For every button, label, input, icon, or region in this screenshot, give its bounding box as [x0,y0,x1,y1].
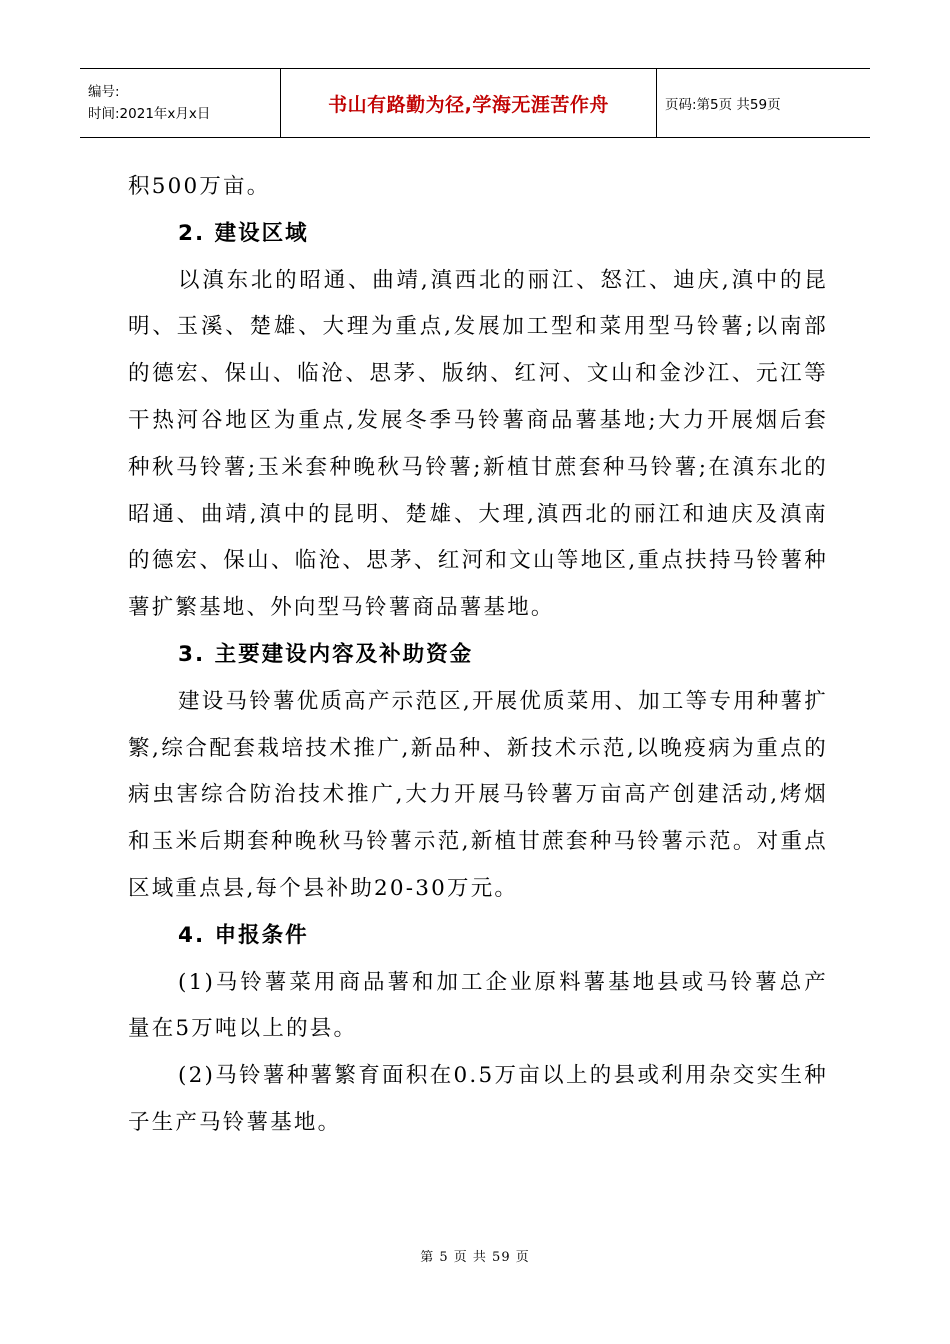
header-motto: 书山有路勤为径,学海无涯苦作舟 [280,69,657,137]
paragraph: 以滇东北的昭通、曲靖,滇西北的丽江、怒江、迪庆,滇中的昆明、玉溪、楚雄、大理为重点,发展加工型和菜用型马铃薯;以南部的德宏、保山、临沧、思茅、版纳、红河、文山和金沙江、元江等干热河谷地区为重点,发展冬季马铃薯商品薯基地;大力开展烟后套种秋马铃薯;玉米套种晚秋马铃薯;新植甘蔗套种马铃薯;在滇东北的昭通、曲靖,滇中的昆明、楚雄、大理,滇西北的丽江和迪庆及滇南的德宏、保山、临沧、思茅、红河和文山等地区,重点扶持马铃薯种薯扩繁基地、外向型马铃薯商品薯基地。 [128,267,828,621]
header-page-info: 页码:第5页 共59页 [665,97,781,113]
header-meta [80,69,280,137]
paragraph: 建设马铃薯优质高产示范区,开展优质菜用、加工等专用种薯扩繁,综合配套栽培技术推广,新品种、新技术示范,以晚疫病为重点的病虫害综合防治技术推广,大力开展马铃薯万亩高产创建活动,烤烟和玉米后期套种晚秋马铃薯示范,新植甘蔗套种马铃薯示范。对重点区域重点县,每个县补助20-30万元。 [128,688,828,901]
paragraph: 积500万亩。 [128,174,271,199]
section-heading: 3. 主要建设内容及补助资金 [178,641,474,667]
paragraph: (1)马铃薯菜用商品薯和加工企业原料薯基地县或马铃薯总产量在5万吨以上的县。 [128,969,828,1042]
document-body [128,164,828,1147]
page-footer: 第 5 页 共 59 页 [420,1250,530,1265]
paragraph: (2)马铃薯种薯繁育面积在0.5万亩以上的县或利用杂交实生种子生产马铃薯基地。 [128,1063,828,1135]
number-label: 编号: [88,84,120,100]
section-heading: 2. 建设区域 [178,220,309,246]
section-heading: 4. 申报条件 [178,922,309,948]
time-label: 时间:2021年x月x日 [88,106,211,122]
page-header [80,68,870,138]
